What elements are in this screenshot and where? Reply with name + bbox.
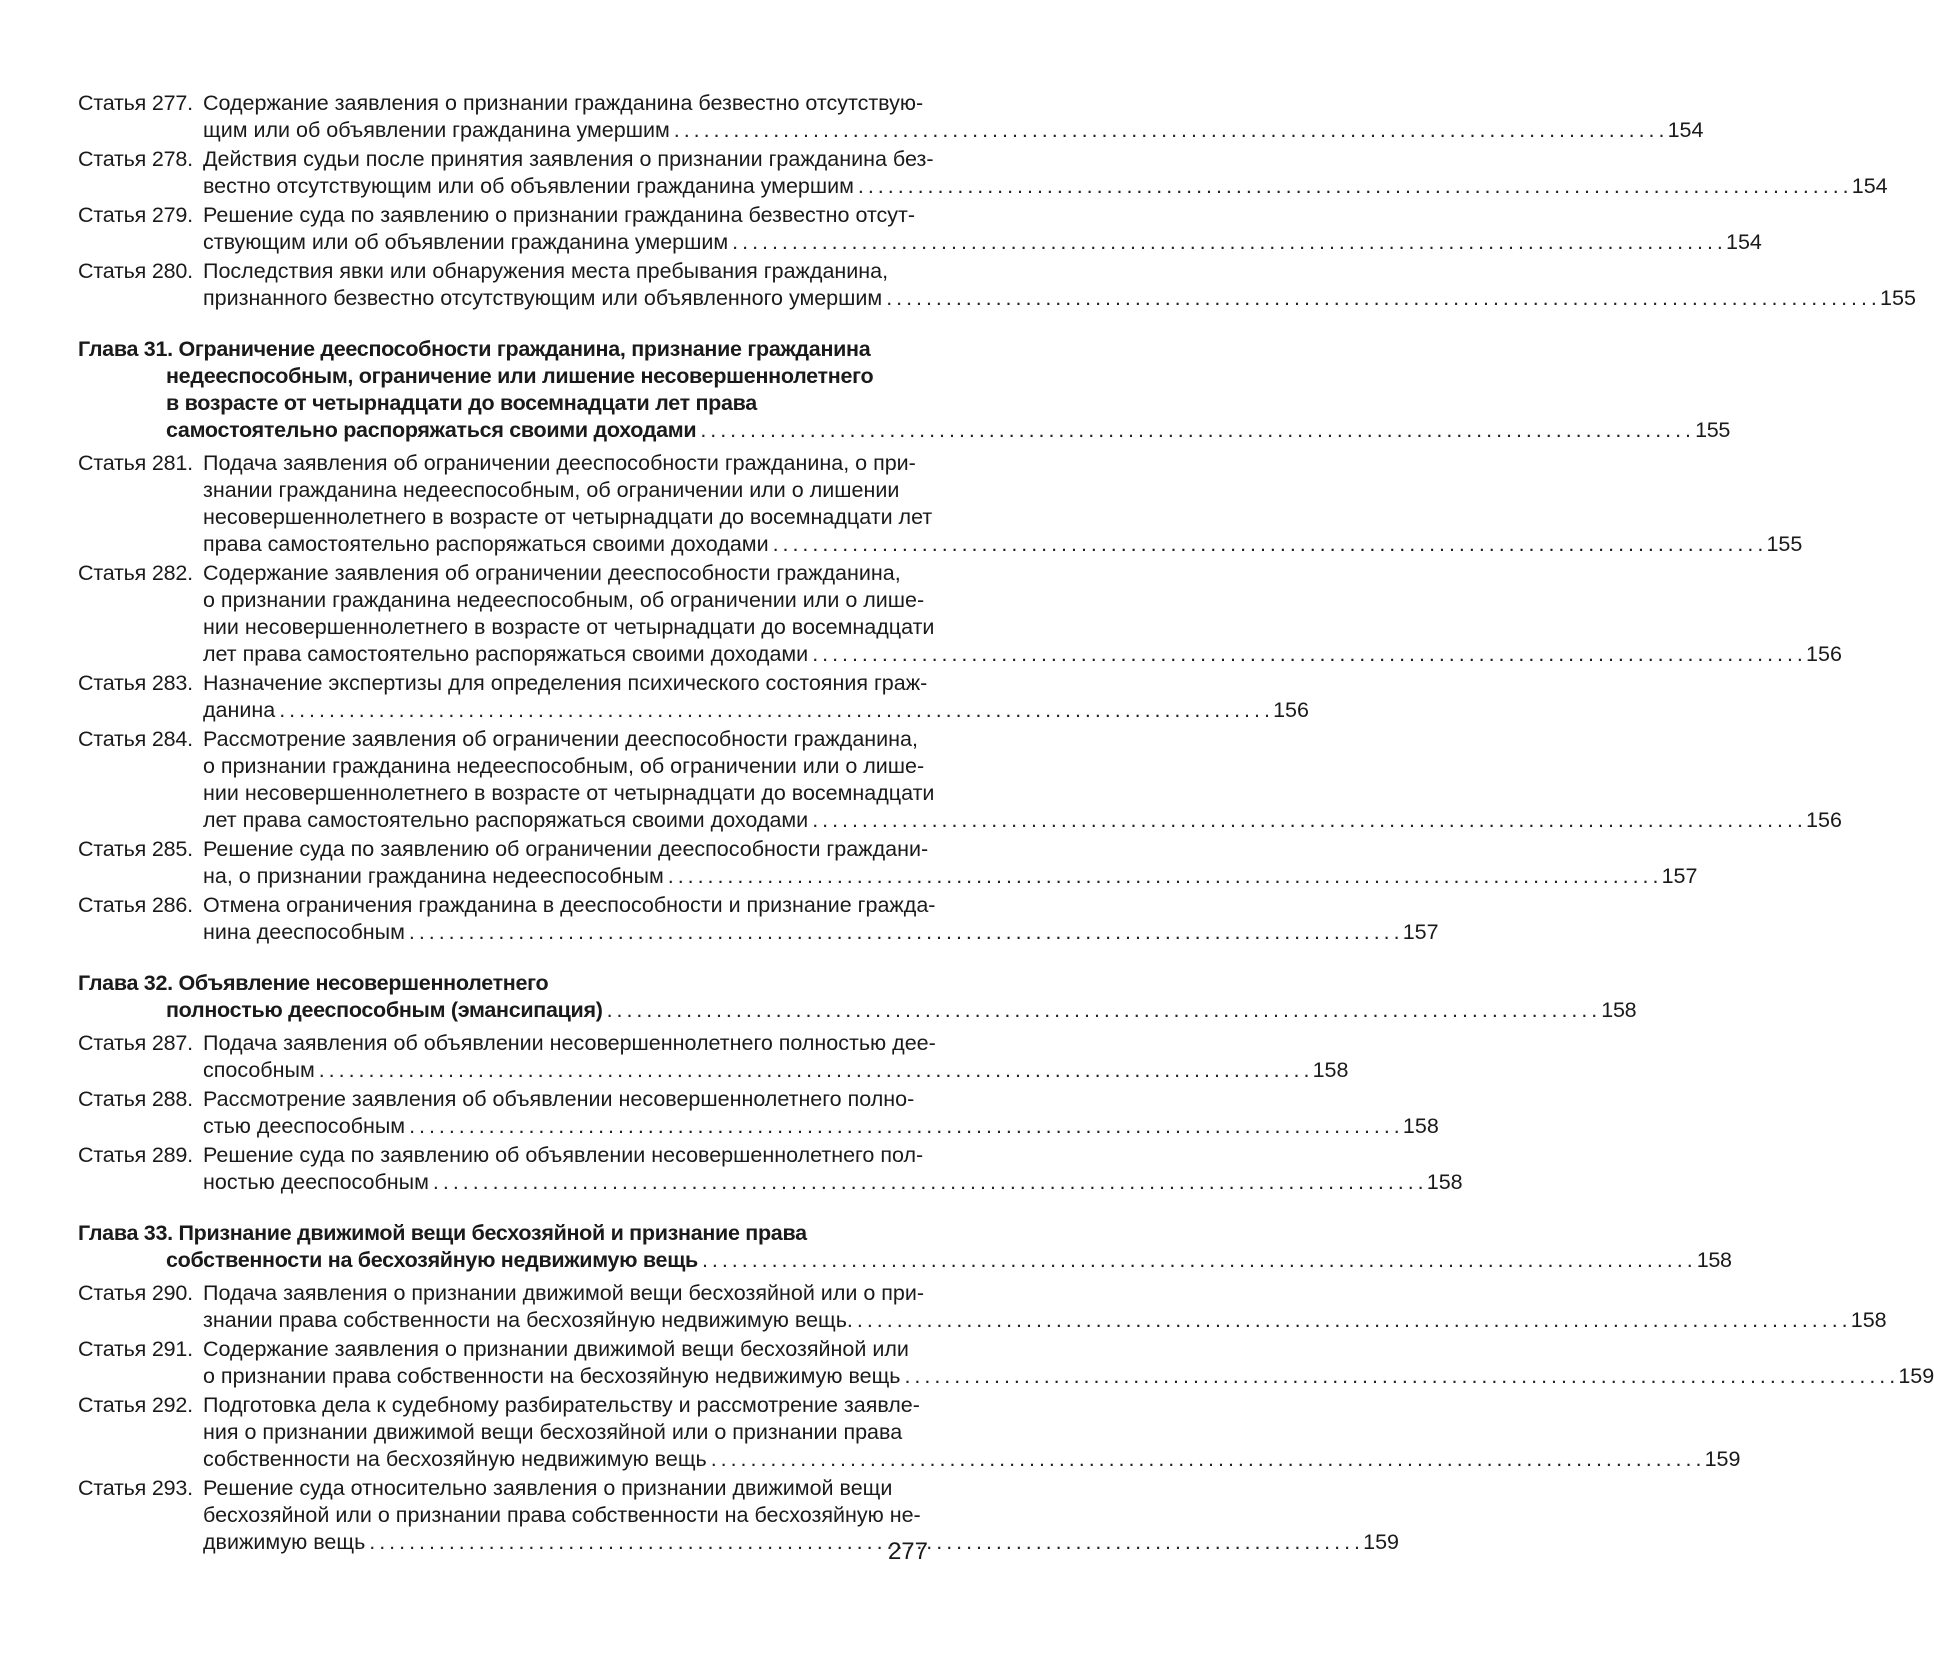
article-label: Статья 285. bbox=[78, 837, 193, 861]
entry-line: о признании права собственности на бесхозяйную недвижимую вещь bbox=[203, 1364, 901, 1388]
dot-leader bbox=[369, 1529, 1359, 1556]
entry-line: Рассмотрение заявления об объявлении несовершеннолетнего полно- bbox=[203, 1087, 915, 1111]
entry-line: о признании гражданина недееспособным, об ограничении или о лише- bbox=[203, 588, 925, 612]
entry-line: нина дееспособным bbox=[203, 920, 405, 944]
dot-leader bbox=[607, 997, 1597, 1024]
dot-leader bbox=[700, 417, 1690, 444]
toc-group-b bbox=[78, 450, 1842, 946]
entry-line: лет права самостоятельно распоряжаться своими доходами bbox=[203, 642, 809, 666]
page-ref: 154 bbox=[1851, 174, 1888, 198]
entry-line: бесхозяйной или о признании права собственности на бесхозяйную не- bbox=[203, 1503, 921, 1527]
article-label: Статья 279. bbox=[78, 203, 193, 227]
entry-line: способным bbox=[203, 1058, 315, 1082]
chapter-line: собственности на бесхозяйную недвижимую вещь bbox=[166, 1248, 698, 1272]
page-number: 277 bbox=[887, 1538, 928, 1565]
toc-entry-277 bbox=[78, 90, 1704, 144]
toc-entry-291 bbox=[78, 1336, 1934, 1390]
entry-line: знании гражданина недееспособным, об ограничении или о лишении bbox=[203, 478, 900, 502]
page-ref: 155 bbox=[1880, 286, 1916, 310]
toc-entry-281 bbox=[78, 450, 1803, 558]
entry-line: на, о признании гражданина недееспособным bbox=[203, 864, 664, 888]
article-label: Статья 284. bbox=[78, 727, 193, 751]
entry-line: Содержание заявления о признании движимой вещи бесхозяйной или bbox=[203, 1337, 909, 1361]
page-ref: 158 bbox=[1312, 1058, 1349, 1082]
toc-entry-289 bbox=[78, 1142, 1463, 1196]
article-label: Статья 288. bbox=[78, 1087, 193, 1111]
entry-line: ния о признании движимой вещи бесхозяйной или о признании права bbox=[203, 1420, 903, 1444]
page-ref: 158 bbox=[1402, 1114, 1439, 1138]
page-ref: 159 bbox=[1898, 1364, 1934, 1388]
toc-entry-288 bbox=[78, 1086, 1439, 1140]
dot-leader bbox=[319, 1057, 1309, 1084]
entry-line: о признании гражданина недееспособным, об ограничении или о лише- bbox=[203, 754, 925, 778]
page-ref: 158 bbox=[1696, 1248, 1732, 1272]
toc-entry-285 bbox=[78, 836, 1698, 890]
dot-leader bbox=[858, 173, 1848, 200]
entry-line: ностью дееспособным bbox=[203, 1170, 429, 1194]
article-label: Статья 277. bbox=[78, 91, 193, 115]
article-label: Статья 278. bbox=[78, 147, 193, 171]
entry-line: Решение суда по заявлению об ограничении дееспособности граждани- bbox=[203, 837, 929, 861]
article-label: Статья 286. bbox=[78, 893, 193, 917]
dot-leader bbox=[904, 1363, 1894, 1390]
chapter-heading-32 bbox=[78, 970, 1637, 1024]
entry-line: собственности на бесхозяйную недвижимую вещь bbox=[203, 1447, 707, 1471]
toc-entry-292 bbox=[78, 1392, 1741, 1473]
article-label: Статья 292. bbox=[78, 1393, 193, 1417]
entry-line: Назначение экспертизы для определения психического состояния граж- bbox=[203, 671, 928, 695]
dot-leader bbox=[674, 117, 1664, 144]
entry-line: знании права собственности на бесхозяйную недвижимую вещь. bbox=[203, 1308, 853, 1332]
article-label: Статья 290. bbox=[78, 1281, 193, 1305]
chapter-line: полностью дееспособным (эмансипация) bbox=[166, 998, 603, 1022]
page-ref: 158 bbox=[1426, 1170, 1463, 1194]
chapter-line: недееспособным, ограничение или лишение несовершеннолетнего bbox=[166, 364, 874, 388]
chapter-title: Глава 31. Ограничение дееспособности гражданина, признание гражданина bbox=[78, 337, 871, 361]
entry-line: движимую вещь bbox=[203, 1530, 366, 1554]
entry-line: Содержание заявления о признании гражданина безвестно отсутствую- bbox=[203, 91, 924, 115]
toc-entry-280 bbox=[78, 258, 1916, 312]
page-ref: 157 bbox=[1402, 920, 1439, 944]
page-ref: 154 bbox=[1667, 118, 1704, 142]
toc-entry-286 bbox=[78, 892, 1439, 946]
dot-leader bbox=[886, 285, 1876, 312]
dot-leader bbox=[732, 229, 1722, 256]
toc-entry-287 bbox=[78, 1030, 1349, 1084]
article-label: Статья 282. bbox=[78, 561, 193, 585]
article-label: Статья 293. bbox=[78, 1476, 193, 1500]
toc-entry-283 bbox=[78, 670, 1309, 724]
entry-line: Последствия явки или обнаружения места пребывания гражданина, bbox=[203, 259, 889, 283]
dot-leader bbox=[857, 1307, 1847, 1334]
toc-entry-278 bbox=[78, 146, 1888, 200]
entry-line: нии несовершеннолетнего в возрасте от четырнадцати до восемнадцати bbox=[203, 615, 935, 639]
toc-entry-279 bbox=[78, 202, 1762, 256]
chapter-heading-33 bbox=[78, 1220, 1732, 1274]
chapter-line: самостоятельно распоряжаться своими доходами bbox=[166, 418, 697, 442]
page-ref: 158 bbox=[1850, 1308, 1887, 1332]
page-ref: 156 bbox=[1806, 642, 1842, 666]
chapter-line: в возрасте от четырнадцати до восемнадцати лет права bbox=[166, 391, 757, 415]
entry-line: права самостоятельно распоряжаться своими доходами bbox=[203, 532, 769, 556]
page-ref: 156 bbox=[1806, 808, 1842, 832]
page-ref: 155 bbox=[1695, 418, 1731, 442]
toc-group-a bbox=[78, 90, 1916, 312]
dot-leader bbox=[773, 531, 1763, 558]
entry-line: данина bbox=[203, 698, 276, 722]
entry-line: Решение суда по заявлению о признании гражданина безвестно отсут- bbox=[203, 203, 916, 227]
page-ref: 158 bbox=[1601, 998, 1637, 1022]
article-label: Статья 283. bbox=[78, 671, 193, 695]
entry-line: Подача заявления о признании движимой вещи бесхозяйной или о при- bbox=[203, 1281, 925, 1305]
dot-leader bbox=[702, 1247, 1692, 1274]
entry-line: Рассмотрение заявления об ограничении дееспособности гражданина, bbox=[203, 727, 918, 751]
toc-entry-290 bbox=[78, 1280, 1887, 1334]
dot-leader bbox=[409, 1113, 1399, 1140]
article-label: Статья 280. bbox=[78, 259, 193, 283]
chapter-title: Глава 32. Объявление несовершеннолетнего bbox=[78, 971, 549, 995]
dot-leader bbox=[433, 1169, 1423, 1196]
article-label: Статья 287. bbox=[78, 1031, 193, 1055]
entry-line: несовершеннолетнего в возрасте от четырнадцати до восемнадцати лет bbox=[203, 505, 933, 529]
entry-line: Подготовка дела к судебному разбирательству и рассмотрение заявле- bbox=[203, 1393, 920, 1417]
page-ref: 155 bbox=[1766, 532, 1803, 556]
entry-line: Подача заявления об ограничении дееспособности гражданина, о при- bbox=[203, 451, 916, 475]
entry-line: ствующим или об объявлении гражданина умершим bbox=[203, 230, 729, 254]
entry-line: Подача заявления об объявлении несовершеннолетнего полностью дее- bbox=[203, 1031, 936, 1055]
article-label: Статья 281. bbox=[78, 451, 193, 475]
entry-line: Решение суда по заявлению об объявлении несовершеннолетнего пол- bbox=[203, 1143, 924, 1167]
toc-group-d bbox=[78, 1280, 1934, 1556]
page-ref: 156 bbox=[1273, 698, 1309, 722]
entry-line: щим или об объявлении гражданина умершим bbox=[203, 118, 670, 142]
page-ref: 159 bbox=[1363, 1530, 1399, 1554]
chapter-title: Глава 33. Признание движимой вещи бесхозяйной и признание права bbox=[78, 1221, 807, 1245]
entry-line: Содержание заявления об ограничении дееспособности гражданина, bbox=[203, 561, 901, 585]
toc-entry-293 bbox=[78, 1475, 1399, 1556]
entry-line: Отмена ограничения гражданина в дееспособности и признание гражда- bbox=[203, 893, 936, 917]
entry-line: лет права самостоятельно распоряжаться своими доходами bbox=[203, 808, 809, 832]
article-label: Статья 289. bbox=[78, 1143, 193, 1167]
entry-line: нии несовершеннолетнего в возрасте от четырнадцати до восемнадцати bbox=[203, 781, 935, 805]
dot-leader bbox=[409, 919, 1399, 946]
entry-line: признанного безвестно отсутствующим или объявленного умершим bbox=[203, 286, 883, 310]
dot-leader bbox=[711, 1446, 1701, 1473]
entry-line: Решение суда относительно заявления о признании движимой вещи bbox=[203, 1476, 893, 1500]
entry-line: стью дееспособным bbox=[203, 1114, 406, 1138]
entry-line: вестно отсутствующим или об объявлении гражданина умершим bbox=[203, 174, 854, 198]
page-ref: 157 bbox=[1661, 864, 1698, 888]
entry-line: Действия судьи после принятия заявления о признании гражданина без- bbox=[203, 147, 934, 171]
article-label: Статья 291. bbox=[78, 1337, 193, 1361]
chapter-heading-31 bbox=[78, 336, 1731, 444]
page-ref: 154 bbox=[1726, 230, 1762, 254]
toc-entry-284 bbox=[78, 726, 1842, 834]
toc-group-c bbox=[78, 1030, 1463, 1196]
dot-leader bbox=[812, 641, 1802, 668]
toc-entry-282 bbox=[78, 560, 1842, 668]
dot-leader bbox=[279, 697, 1269, 724]
dot-leader bbox=[812, 807, 1802, 834]
page-ref: 159 bbox=[1704, 1447, 1741, 1471]
dot-leader bbox=[668, 863, 1658, 890]
